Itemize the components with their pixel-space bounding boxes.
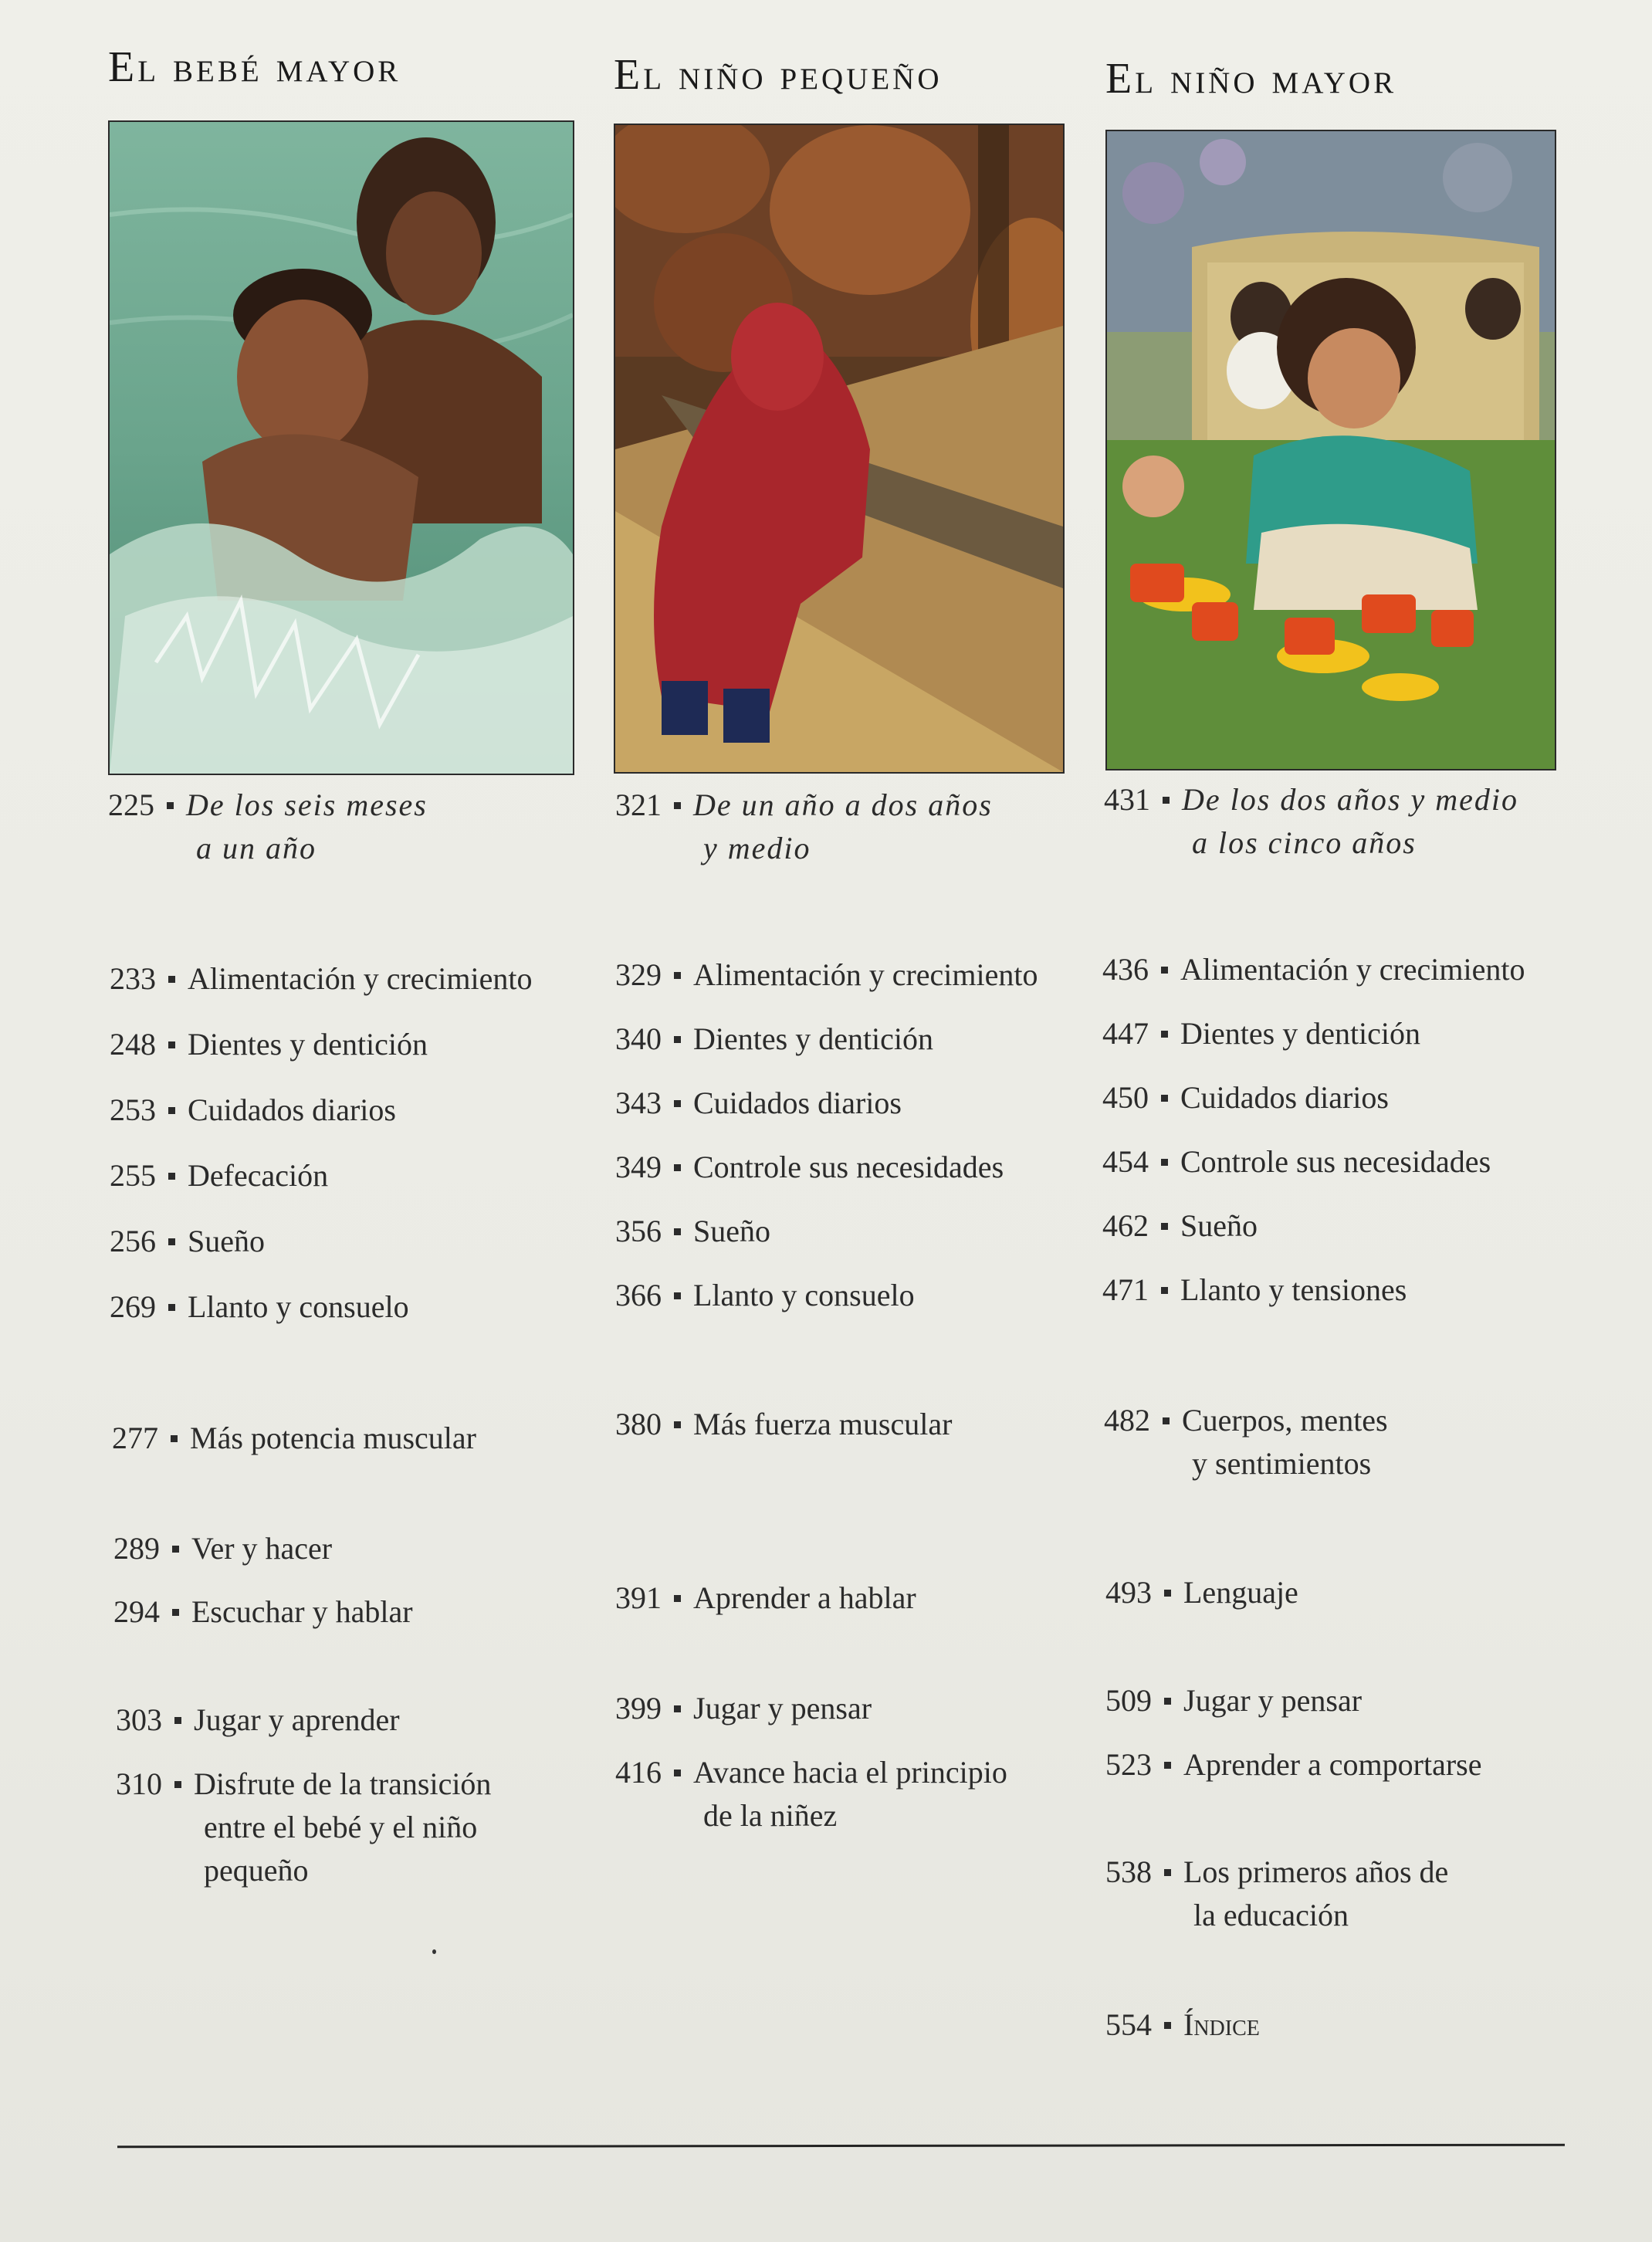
- photo-baby-swimming: [108, 120, 574, 775]
- toc-entry[interactable]: [615, 1687, 872, 1730]
- entry-label-continuation: y sentimientos: [1192, 1446, 1372, 1481]
- toc-entry[interactable]: [1102, 1268, 1407, 1312]
- bullet-icon: [674, 1100, 681, 1107]
- entry-label: Controle sus necesidades: [1180, 1144, 1491, 1179]
- bullet-icon: [174, 1781, 181, 1788]
- entry-label: Lenguaje: [1183, 1575, 1298, 1610]
- entry-label: Dientes y dentición: [693, 1021, 934, 1056]
- entry-label-continuation: a un año: [196, 831, 317, 865]
- bullet-icon: [171, 1435, 178, 1442]
- bullet-icon: [674, 1036, 681, 1043]
- page-number: 416: [615, 1755, 662, 1790]
- toc-entry[interactable]: [112, 1417, 476, 1460]
- bullet-icon: [1164, 2022, 1171, 2029]
- bullet-icon: [674, 1228, 681, 1235]
- entry-label: Jugar y pensar: [693, 1691, 872, 1726]
- bullet-icon: [674, 1292, 681, 1299]
- page-number: 391: [615, 1580, 662, 1615]
- page-number: 349: [615, 1150, 662, 1184]
- entry-label: Disfrute de la transición: [194, 1766, 492, 1801]
- entry-label: Llanto y consuelo: [693, 1278, 915, 1312]
- toc-entry[interactable]: [1104, 1399, 1388, 1485]
- toc-entry[interactable]: [116, 1698, 400, 1742]
- bottom-rule: [117, 2144, 1565, 2149]
- toc-entry[interactable]: [1102, 1204, 1258, 1248]
- column-title: El bebé mayor: [108, 43, 401, 91]
- toc-entry-index[interactable]: [1105, 2003, 1260, 2047]
- toc-entry[interactable]: [615, 1274, 915, 1317]
- bullet-icon: [1164, 1698, 1171, 1705]
- toc-entry[interactable]: [113, 1527, 332, 1570]
- section-intro-entry[interactable]: [615, 784, 993, 870]
- entry-label: Escuchar y hablar: [191, 1594, 413, 1629]
- entry-label-continuation: pequeño: [204, 1853, 309, 1888]
- print-speck: [432, 1949, 436, 1954]
- page-number: 554: [1105, 2007, 1152, 2042]
- entry-label: Cuidados diarios: [693, 1085, 902, 1120]
- column-title: El niño pequeño: [614, 51, 943, 99]
- toc-entry[interactable]: [615, 1577, 916, 1620]
- bullet-icon: [167, 802, 174, 809]
- entry-label: Cuidados diarios: [1180, 1080, 1389, 1115]
- toc-entry[interactable]: [615, 1751, 1007, 1837]
- entry-label: Jugar y aprender: [194, 1702, 400, 1737]
- entry-label: De un año a dos años: [693, 787, 993, 822]
- toc-entry[interactable]: [615, 1082, 902, 1125]
- page-number: 356: [615, 1214, 662, 1248]
- page-number: 321: [615, 787, 662, 822]
- bullet-icon: [674, 1770, 681, 1776]
- page-number: 289: [113, 1531, 160, 1566]
- page-number: 447: [1102, 1016, 1149, 1051]
- toc-entry[interactable]: [615, 1146, 1004, 1189]
- page-number: 454: [1102, 1144, 1149, 1179]
- entry-label: Más fuerza muscular: [693, 1407, 953, 1441]
- entry-label: Llanto y tensiones: [1180, 1272, 1407, 1307]
- toc-entry[interactable]: [615, 1210, 770, 1253]
- bullet-icon: [1164, 1590, 1171, 1597]
- page-number: 277: [112, 1421, 158, 1455]
- photo-child-playing-with-dolls: [1105, 130, 1556, 770]
- bullet-icon: [1164, 1869, 1171, 1876]
- bullet-icon: [1161, 1159, 1168, 1166]
- photo-toddler-with-cows: [614, 124, 1065, 774]
- page-number: 523: [1105, 1747, 1152, 1782]
- bullet-icon: [1161, 967, 1168, 974]
- page-number: 436: [1102, 952, 1149, 987]
- bullet-icon: [674, 1164, 681, 1171]
- bullet-icon: [1161, 1031, 1168, 1038]
- page-number: 538: [1105, 1854, 1152, 1889]
- page-number: 509: [1105, 1683, 1152, 1718]
- bullet-icon: [1163, 1417, 1170, 1424]
- entry-label-continuation: la educación: [1193, 1898, 1349, 1932]
- section-intro-entry[interactable]: [108, 784, 428, 870]
- page-number: 294: [113, 1594, 160, 1629]
- entry-label: Ver y hacer: [191, 1531, 333, 1566]
- bullet-icon: [1164, 1762, 1171, 1769]
- toc-entry[interactable]: [110, 957, 533, 1001]
- page-number: 471: [1102, 1272, 1149, 1307]
- toc-entry[interactable]: [110, 1285, 409, 1329]
- entry-label: Cuerpos, mentes: [1182, 1403, 1388, 1438]
- toc-entry[interactable]: [1102, 1012, 1420, 1055]
- toc-entry[interactable]: [1105, 1851, 1448, 1937]
- bullet-icon: [168, 1107, 175, 1114]
- page-number: 399: [615, 1691, 662, 1726]
- bullet-icon: [674, 1595, 681, 1602]
- entry-label-continuation: a los cinco años: [1192, 825, 1417, 860]
- entry-label: De los seis meses: [186, 787, 428, 822]
- entry-label: Defecación: [188, 1158, 329, 1193]
- toc-entry[interactable]: [1105, 1743, 1481, 1786]
- toc-entry[interactable]: [110, 1220, 265, 1263]
- bullet-icon: [1161, 1287, 1168, 1294]
- toc-entry[interactable]: [110, 1154, 328, 1197]
- entry-label: Sueño: [188, 1224, 265, 1258]
- toc-entry[interactable]: [1102, 1140, 1491, 1184]
- page-number: 366: [615, 1278, 662, 1312]
- bullet-icon: [674, 802, 681, 809]
- bullet-icon: [674, 1705, 681, 1712]
- entry-label-continuation: de la niñez: [703, 1798, 838, 1833]
- bullet-icon: [168, 1304, 175, 1311]
- toc-entry[interactable]: [116, 1763, 491, 1892]
- toc-entry[interactable]: [615, 1018, 933, 1061]
- page-number: 462: [1102, 1208, 1149, 1243]
- entry-label: Jugar y pensar: [1183, 1683, 1363, 1718]
- entry-label: De los dos años y medio: [1182, 782, 1518, 817]
- entry-label: Dientes y dentición: [1180, 1016, 1421, 1051]
- page-number: 431: [1104, 782, 1150, 817]
- entry-label: Más potencia muscular: [190, 1421, 476, 1455]
- entry-label: Controle sus necesidades: [693, 1150, 1004, 1184]
- entry-label: Dientes y dentición: [188, 1027, 428, 1062]
- bullet-icon: [174, 1717, 181, 1724]
- toc-entry[interactable]: [110, 1089, 396, 1132]
- bullet-icon: [172, 1609, 179, 1616]
- toc-entry[interactable]: [615, 953, 1038, 997]
- toc-entry[interactable]: [113, 1590, 413, 1634]
- page-number: 343: [615, 1085, 662, 1120]
- page-number: 380: [615, 1407, 662, 1441]
- entry-label: Alimentación y crecimiento: [693, 957, 1038, 992]
- toc-entry[interactable]: [1102, 948, 1525, 991]
- entry-label-continuation: entre el bebé y el niño: [204, 1810, 478, 1844]
- page-number: 340: [615, 1021, 662, 1056]
- page-number: 450: [1102, 1080, 1149, 1115]
- toc-entry[interactable]: [1105, 1571, 1298, 1614]
- toc-entry[interactable]: [1105, 1679, 1362, 1722]
- page-number: 256: [110, 1224, 156, 1258]
- toc-entry[interactable]: [110, 1023, 428, 1066]
- entry-label: Aprender a comportarse: [1183, 1747, 1482, 1782]
- entry-label: Cuidados diarios: [188, 1092, 396, 1127]
- bullet-icon: [168, 1041, 175, 1048]
- page-number: 255: [110, 1158, 156, 1193]
- entry-label: Sueño: [693, 1214, 770, 1248]
- toc-entry[interactable]: [615, 1403, 952, 1446]
- page-number: 225: [108, 787, 154, 822]
- entry-label: Alimentación y crecimiento: [188, 961, 533, 996]
- entry-label: Alimentación y crecimiento: [1180, 952, 1525, 987]
- page-number: 493: [1105, 1575, 1152, 1610]
- bullet-icon: [172, 1546, 179, 1553]
- entry-label: Índice: [1183, 2007, 1260, 2042]
- bullet-icon: [1163, 797, 1170, 804]
- page-number: 253: [110, 1092, 156, 1127]
- bullet-icon: [168, 1173, 175, 1180]
- page-number: 248: [110, 1027, 156, 1062]
- entry-label: Aprender a hablar: [693, 1580, 916, 1615]
- bullet-icon: [674, 1421, 681, 1428]
- page-number: 269: [110, 1289, 156, 1324]
- toc-entry[interactable]: [1102, 1076, 1389, 1119]
- page-number: 233: [110, 961, 156, 996]
- entry-label: Avance hacia el principio: [693, 1755, 1007, 1790]
- entry-label: Llanto y consuelo: [188, 1289, 409, 1324]
- entry-label: Sueño: [1180, 1208, 1258, 1243]
- entry-label-continuation: y medio: [703, 831, 811, 865]
- column-title: El niño mayor: [1105, 55, 1397, 103]
- bullet-icon: [1161, 1223, 1168, 1230]
- bullet-icon: [168, 1238, 175, 1245]
- page-number: 482: [1104, 1403, 1150, 1438]
- bullet-icon: [1161, 1095, 1168, 1102]
- page-number: 329: [615, 957, 662, 992]
- bullet-icon: [168, 976, 175, 983]
- entry-label: Los primeros años de: [1183, 1854, 1449, 1889]
- bullet-icon: [674, 972, 681, 979]
- page-number: 303: [116, 1702, 162, 1737]
- page-number: 310: [116, 1766, 162, 1801]
- section-intro-entry[interactable]: [1104, 778, 1518, 865]
